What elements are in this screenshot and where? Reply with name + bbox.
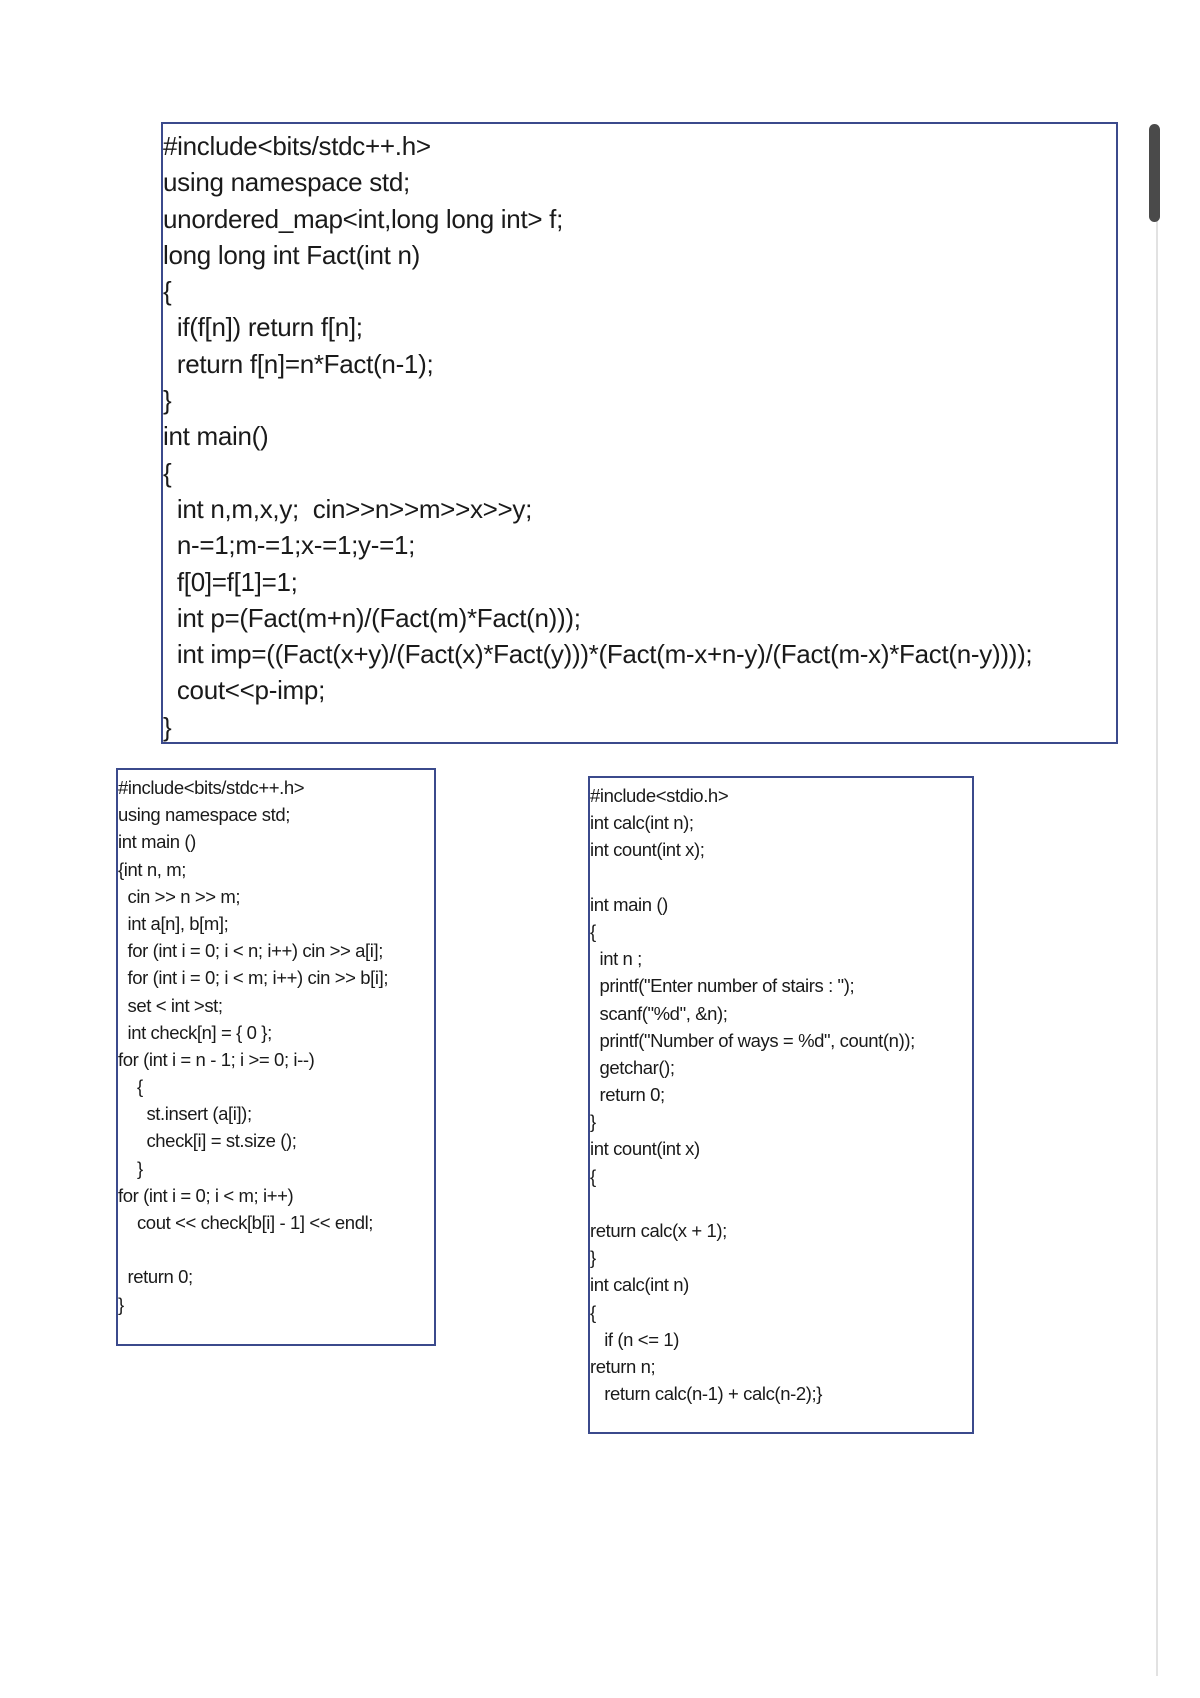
code-line bbox=[118, 1236, 434, 1263]
code-snippet-set-check bbox=[116, 768, 436, 1346]
code-line: if(f[n]) return f[n]; bbox=[163, 312, 363, 343]
code-line: { bbox=[118, 1076, 143, 1098]
code-line: printf("Enter number of stairs : "); bbox=[590, 975, 855, 997]
code-line: f[0]=f[1]=1; bbox=[163, 566, 298, 597]
code-line: return f[n]=n*Fact(n-1); bbox=[163, 348, 434, 379]
code-line: cout<<p-imp; bbox=[163, 675, 325, 706]
scrollbar-thumb[interactable] bbox=[1149, 124, 1160, 222]
code-line: return 0; bbox=[590, 1084, 665, 1106]
code-line bbox=[590, 864, 972, 891]
code-line: } bbox=[163, 711, 172, 742]
code-line: int a[n], b[m]; bbox=[118, 912, 229, 934]
code-line: n-=1;m-=1;x-=1;y-=1; bbox=[163, 530, 416, 561]
code-line: } bbox=[590, 1247, 596, 1269]
code-line: return calc(x + 1); bbox=[590, 1220, 727, 1241]
code-line: { bbox=[163, 457, 172, 488]
code-line: for (int i = 0; i < m; i++) cin >> b[i]; bbox=[118, 967, 389, 989]
code-line: int main() bbox=[163, 421, 269, 452]
code-line: for (int i = 0; i < m; i++) bbox=[118, 1184, 294, 1206]
code-line: int p=(Fact(m+n)/(Fact(m)*Fact(n))); bbox=[163, 602, 581, 633]
code-line: { bbox=[590, 1301, 596, 1323]
scrollbar-track[interactable] bbox=[1156, 126, 1158, 1676]
code-line: #include<bits/stdc++.h> bbox=[118, 777, 305, 798]
code-line: for (int i = n - 1; i >= 0; i--) bbox=[118, 1048, 315, 1070]
code-line: } bbox=[118, 1293, 124, 1315]
code-line: printf("Number of ways = %d", count(n)); bbox=[590, 1029, 915, 1051]
code-line: } bbox=[163, 385, 172, 416]
code-line: unordered_map<int,long long int> f; bbox=[163, 203, 564, 234]
code-line: getchar(); bbox=[590, 1056, 675, 1078]
code-line: { bbox=[163, 276, 172, 307]
code-line: cin >> n >> m; bbox=[118, 885, 241, 907]
code-line: int n,m,x,y; cin>>n>>m>>x>>y; bbox=[163, 493, 533, 524]
code-line: int count(int x) bbox=[590, 1138, 700, 1160]
code-line: cout << check[b[i] - 1] << endl; bbox=[118, 1212, 374, 1233]
code-line: int calc(int n) bbox=[590, 1274, 689, 1296]
code-line: #include<bits/stdc++.h> bbox=[163, 131, 431, 161]
code-line: st.insert (a[i]); bbox=[118, 1103, 252, 1125]
code-line: return n; bbox=[590, 1355, 656, 1377]
code-line: return calc(n-1) + calc(n-2);} bbox=[590, 1383, 823, 1405]
code-snippet-factorial bbox=[161, 122, 1118, 744]
code-snippet-stairs bbox=[588, 776, 974, 1434]
code-line: long long int Fact(int n) bbox=[163, 239, 420, 270]
code-line: { bbox=[590, 1165, 596, 1187]
code-line: int calc(int n); bbox=[590, 812, 694, 834]
code-line: int main () bbox=[118, 831, 196, 853]
code-line: set < int >st; bbox=[118, 994, 223, 1016]
code-line: using namespace std; bbox=[118, 804, 290, 826]
code-line: {int n, m; bbox=[118, 858, 186, 880]
code-line: { bbox=[590, 920, 596, 942]
code-line bbox=[590, 1190, 972, 1217]
code-line: scanf("%d", &n); bbox=[590, 1002, 728, 1024]
code-line: int main () bbox=[590, 893, 668, 915]
code-line: for (int i = 0; i < n; i++) cin >> a[i]; bbox=[118, 940, 383, 962]
code-line: } bbox=[118, 1157, 143, 1179]
code-line: return 0; bbox=[118, 1266, 193, 1288]
code-line: check[i] = st.size (); bbox=[118, 1130, 297, 1152]
code-line: int imp=((Fact(x+y)/(Fact(x)*Fact(y)))*(Fact(m-x+n-y)/(Fact(m-x)*Fact(n-y)))); bbox=[163, 639, 1033, 670]
code-line: int count(int x); bbox=[590, 839, 705, 861]
code-line: if (n <= 1) bbox=[590, 1328, 679, 1350]
code-line: using namespace std; bbox=[163, 167, 410, 198]
code-line: #include<stdio.h> bbox=[590, 785, 729, 806]
code-line: int n ; bbox=[590, 948, 642, 970]
code-line: int check[n] = { 0 }; bbox=[118, 1021, 272, 1043]
code-line: } bbox=[590, 1111, 596, 1133]
